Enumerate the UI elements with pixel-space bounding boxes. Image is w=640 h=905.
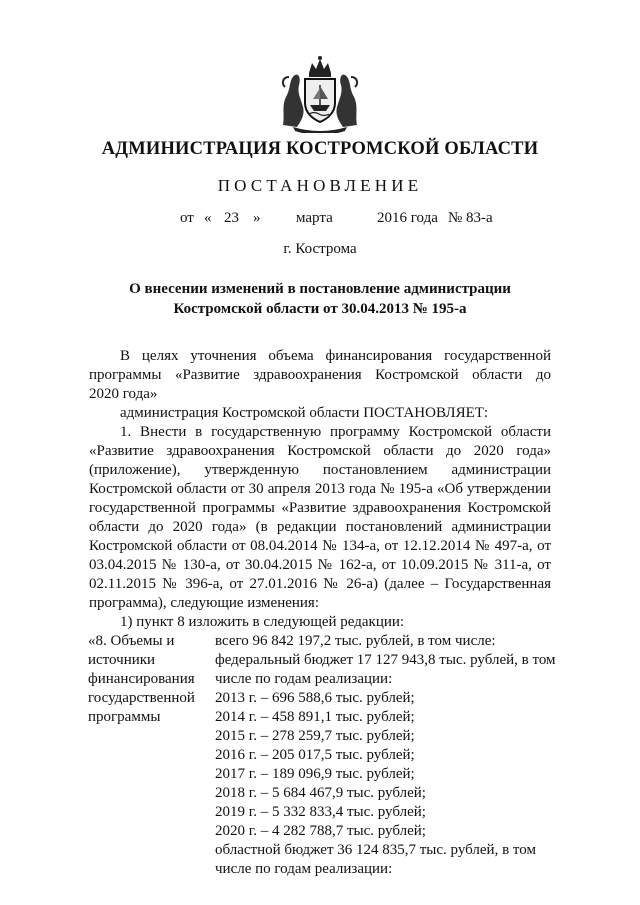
- table-value-line: 2015 г. – 278 259,7 тыс. рублей;: [215, 728, 415, 744]
- document-type: ПОСТАНОВЛЕНИЕ: [217, 176, 423, 195]
- paragraph-line: 2020 года»: [89, 386, 158, 402]
- table-value-line: 2016 г. – 205 017,5 тыс. рублей;: [215, 747, 415, 763]
- paragraph-line: (приложение), утвержденную постановлением администрации: [89, 462, 551, 478]
- table-value-line: 2020 г. – 4 282 788,7 тыс. рублей;: [215, 823, 426, 839]
- table-value-line: 2013 г. – 696 588,6 тыс. рублей;: [215, 690, 415, 706]
- paragraph-line: государственной программы «Развитие здравоохранения Костромской: [89, 500, 551, 516]
- date-prefix: от: [180, 210, 194, 226]
- paragraph-line: области до 2020 года» (в редакции постановлений администрации: [89, 519, 551, 535]
- table-value-line: 2017 г. – 189 096,9 тыс. рублей;: [215, 766, 415, 782]
- table-label-line: «8. Объемы и: [88, 633, 175, 649]
- paragraph-line: В целях уточнения объема финансирования государственной: [120, 348, 551, 364]
- city: г. Кострома: [283, 241, 357, 257]
- table-value-line: 2019 г. – 5 332 833,4 тыс. рублей;: [215, 804, 426, 820]
- coat-of-arms-icon: [279, 55, 361, 133]
- subject-line: Костромской области от 30.04.2013 № 195-а: [173, 301, 467, 317]
- document-number: № 83-а: [448, 210, 493, 226]
- table-label-line: программы: [88, 709, 161, 725]
- paragraph-line: программы «Развитие здравоохранения Костромской области до: [89, 367, 551, 383]
- paragraph-line: «Развитие здравоохранения Костромской области до 2020 года»: [89, 443, 551, 459]
- date-day: 23: [224, 210, 239, 226]
- paragraph-line: 02.11.2015 № 396-а, от 27.01.2016 № 26-а) (далее – Государственная: [89, 576, 551, 592]
- date-year: 2016 года: [377, 210, 438, 226]
- table-label-line: государственной: [88, 690, 195, 706]
- paragraph-line: Костромской области от 30 апреля 2013 года № 195-а «Об утверждении: [89, 481, 551, 497]
- date-quote-close: »: [253, 210, 261, 226]
- paragraph-line: 1. Внести в государственную программу Костромской области: [120, 424, 551, 440]
- table-value-line: числе по годам реализации:: [215, 671, 393, 687]
- organization-title: АДМИНИСТРАЦИЯ КОСТРОМСКОЙ ОБЛАСТИ: [101, 139, 539, 159]
- table-value-line: федеральный бюджет 17 127 943,8 тыс. рублей, в том: [215, 652, 556, 668]
- paragraph-line: программа), следующие изменения:: [89, 595, 319, 611]
- paragraph-line: 03.04.2015 № 130-а, от 30.04.2015 № 162-а, от 10.09.2015 № 311-а, от: [89, 557, 551, 573]
- table-value-line: 2014 г. – 458 891,1 тыс. рублей;: [215, 709, 415, 725]
- table-value-line: областной бюджет 36 124 835,7 тыс. рублей, в том: [215, 842, 536, 858]
- date-quote-open: «: [204, 210, 212, 226]
- table-label-line: источники: [88, 652, 156, 668]
- subitem-line: 1) пункт 8 изложить в следующей редакции:: [120, 614, 405, 630]
- table-label-line: финансирования: [88, 671, 195, 687]
- table-value-line: всего 96 842 197,2 тыс. рублей, в том числе:: [215, 633, 496, 649]
- resolves-line: администрация Костромской области ПОСТАНОВЛЯЕТ:: [120, 405, 489, 421]
- date-month: марта: [296, 210, 333, 226]
- paragraph-line: Костромской области от 08.04.2014 № 134-а, от 12.12.2014 № 497-а, от: [89, 538, 551, 554]
- table-value-line: числе по годам реализации:: [215, 861, 393, 877]
- table-value-line: 2018 г. – 5 684 467,9 тыс. рублей;: [215, 785, 426, 801]
- subject-line: О внесении изменений в постановление администрации: [129, 281, 511, 297]
